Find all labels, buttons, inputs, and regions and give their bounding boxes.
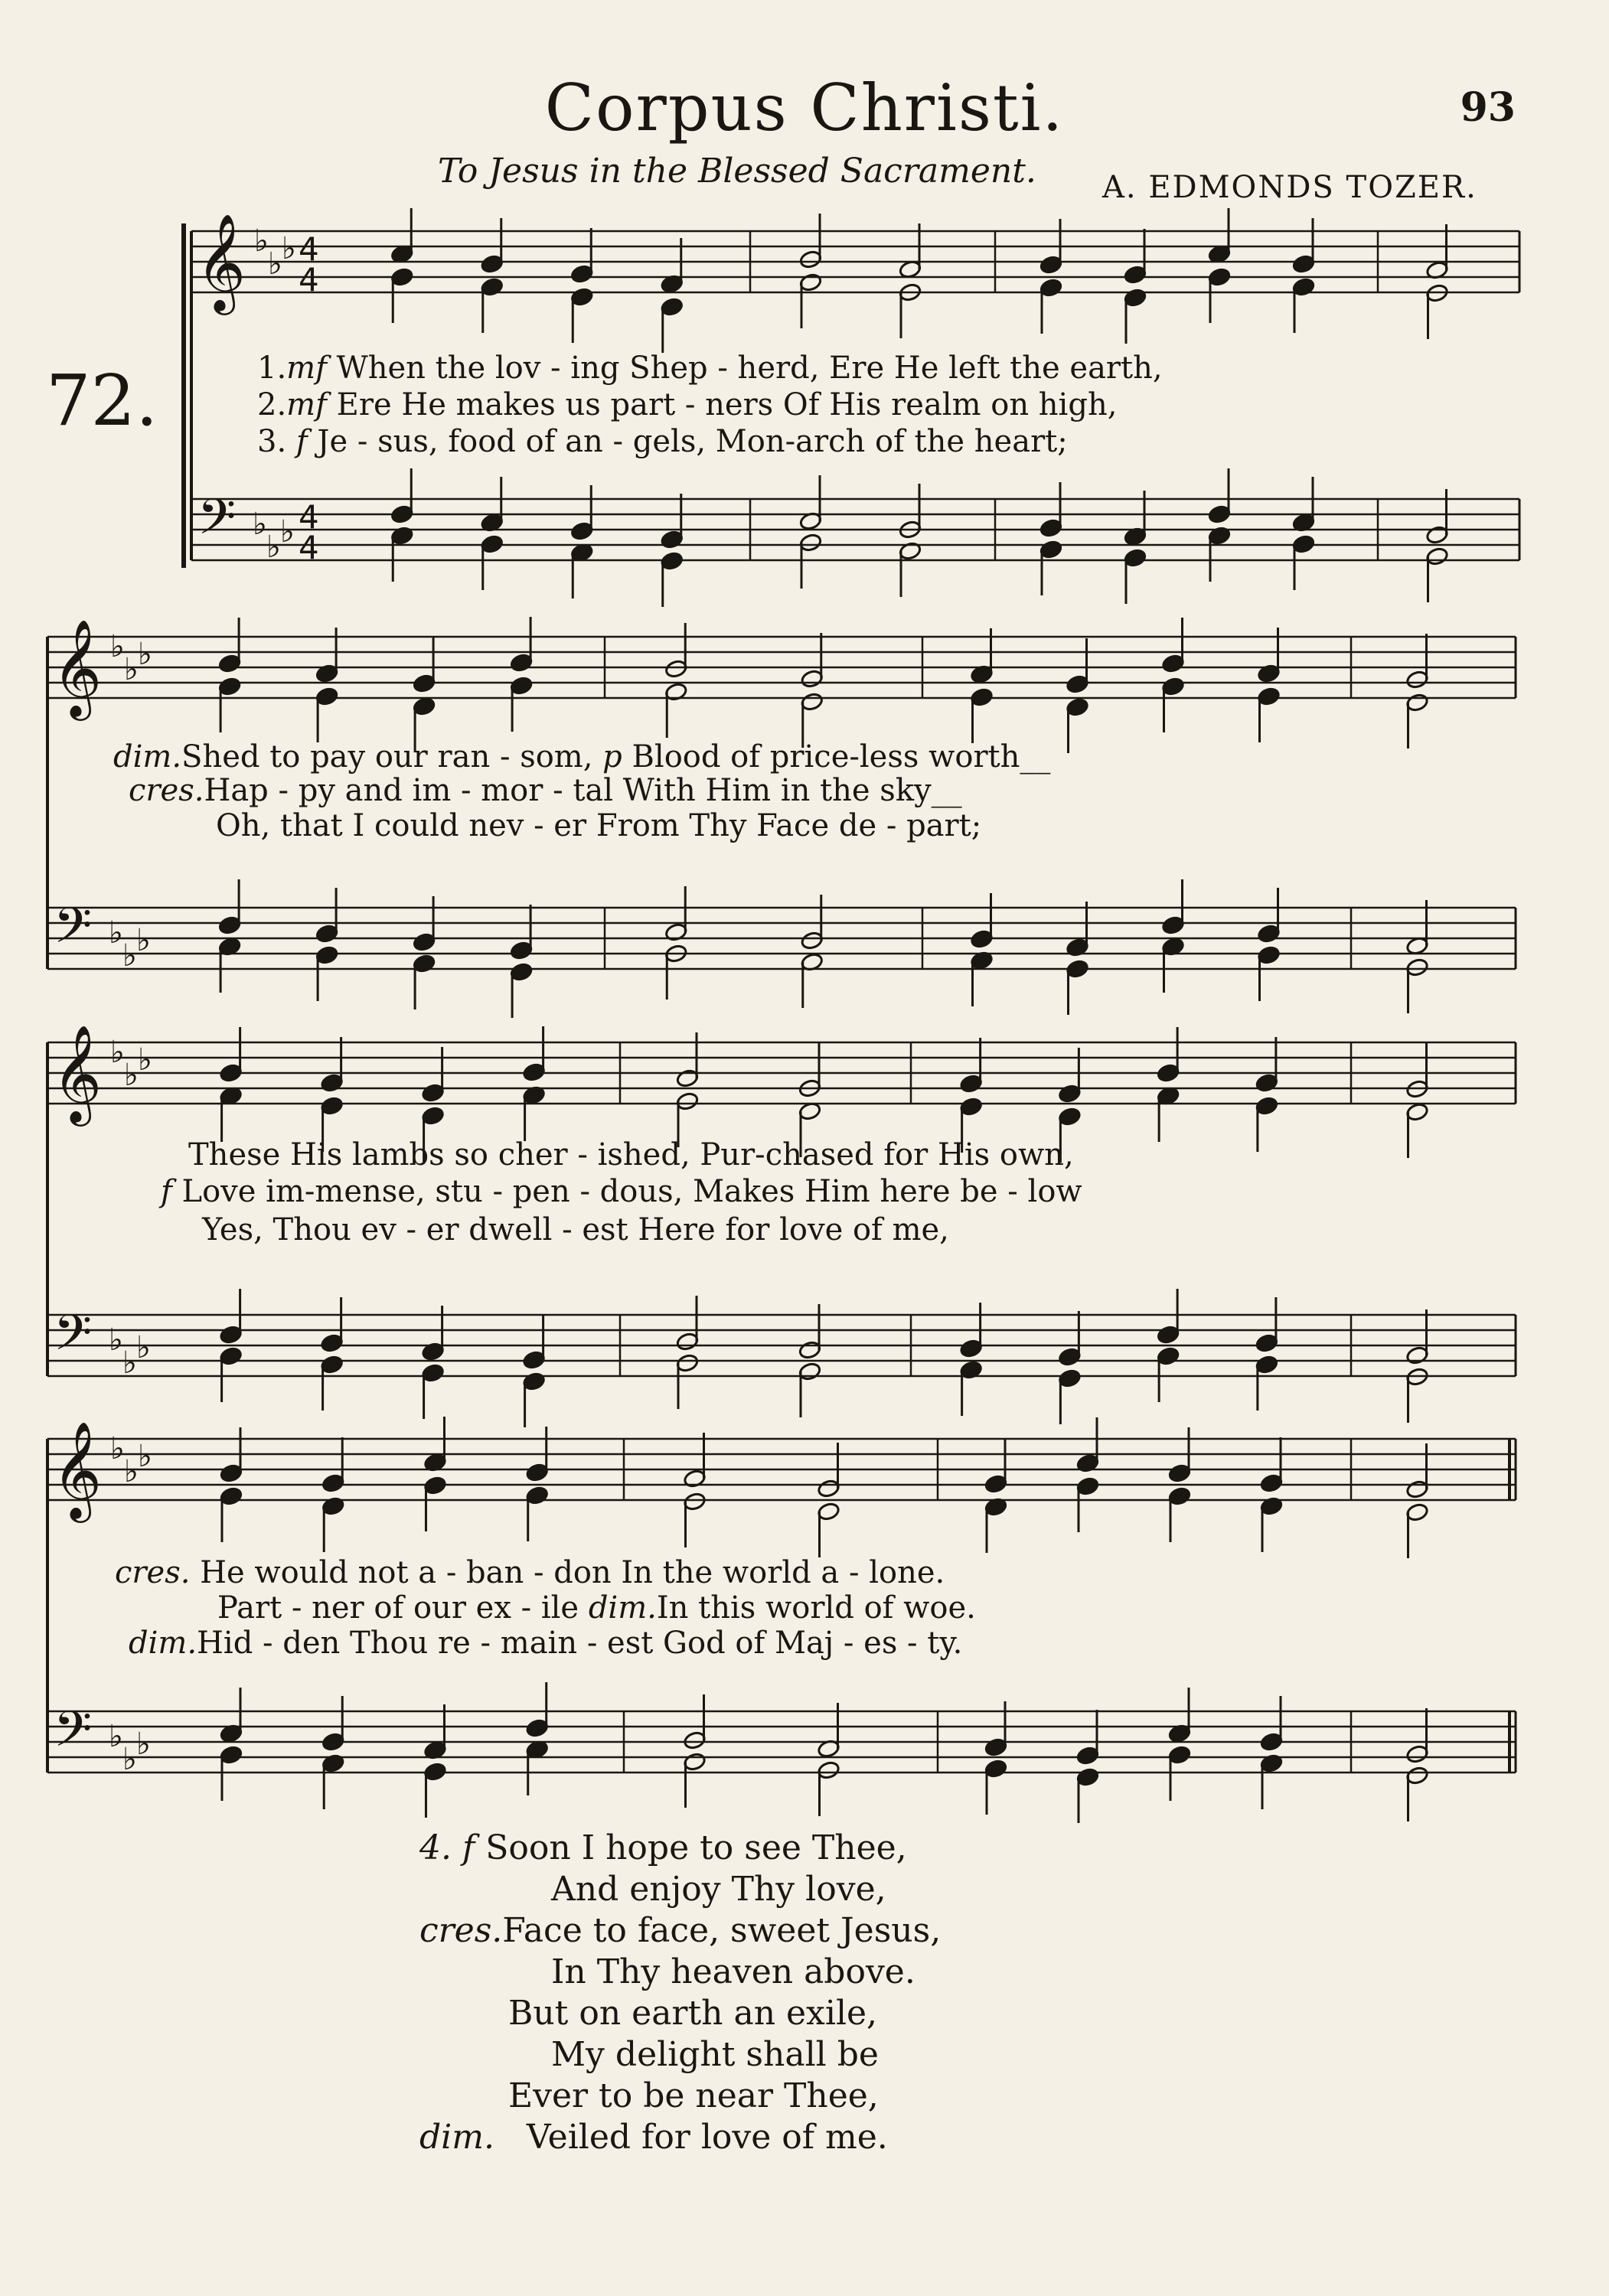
flat-sign: ♭ xyxy=(138,1042,152,1078)
flat-sign: ♭ xyxy=(109,915,123,951)
lyric-line: These His lambs so cher - ished, Pur-chased for His own, xyxy=(188,1137,1074,1172)
composer-name: A. EDMONDS TOZER. xyxy=(1102,170,1477,205)
time-signature: 4 xyxy=(299,529,319,566)
flat-sign: ♭ xyxy=(124,1454,139,1489)
stanza-line: My delight shall be xyxy=(551,2035,879,2074)
stanza-line: 4. f Soon I hope to see Thee, xyxy=(419,1828,907,1867)
lyric-line: 3. f Je - sus, food of an - gels, Mon-arch of the heart; xyxy=(257,424,1068,459)
flat-sign: ♭ xyxy=(109,1719,123,1754)
treble-clef: 𝄞 xyxy=(196,213,246,311)
stanza-line: Ever to be near Thee, xyxy=(508,2076,879,2115)
stanza-line: And enjoy Thy love, xyxy=(551,1870,886,1909)
lyric-line: cres. He would not a - ban - don In the world a - lone. xyxy=(115,1555,945,1590)
flat-sign: ♭ xyxy=(124,1058,139,1093)
flat-sign: ♭ xyxy=(122,1345,137,1381)
flat-sign: ♭ xyxy=(282,231,296,266)
hymn-title: Corpus Christi. xyxy=(544,70,1065,145)
flat-sign: ♭ xyxy=(138,637,152,672)
treble-clef: 𝄞 xyxy=(52,1420,103,1518)
lyric-line: Yes, Thou ev - er dwell - est Here for love of me, xyxy=(202,1212,949,1247)
treble-clef: 𝄞 xyxy=(52,1024,103,1122)
lyric-line: Oh, that I could nev - er From Thy Face de - part; xyxy=(216,808,982,843)
hymn-number: 72. xyxy=(46,360,158,442)
stanza-line: cres.Face to face, sweet Jesus, xyxy=(419,1911,942,1950)
flat-sign: ♭ xyxy=(110,1035,125,1070)
flat-sign: ♭ xyxy=(136,1330,151,1365)
flat-sign: ♭ xyxy=(136,1727,151,1762)
time-signature: 4 xyxy=(299,261,319,298)
lyric-line: cres.Hap - py and im - mor - tal With Him in the sky__ xyxy=(129,773,962,808)
flat-sign: ♭ xyxy=(266,530,281,565)
bass-clef: 𝄢 xyxy=(197,489,237,558)
stanza-line: dim. Veiled for love of me. xyxy=(419,2118,888,2157)
time-signature: 4 xyxy=(299,498,319,536)
stanza-4 xyxy=(419,1828,941,2158)
lyric-line: dim.Hid - den Thou re - main - est God of Maj - es - ty. xyxy=(129,1626,963,1661)
flat-sign: ♭ xyxy=(122,1742,137,1777)
flat-sign: ♭ xyxy=(138,1439,152,1474)
lyric-line: f Love im-mense, stu - pen - dous, Makes Him here be - low xyxy=(161,1174,1082,1209)
bass-clef: 𝄢 xyxy=(54,898,93,967)
lyric-line: Part - ner of our ex - ile dim.In this world of woe. xyxy=(217,1590,976,1626)
lyric-line: 2.mf Ere He makes us part - ners Of His realm on high, xyxy=(257,387,1118,422)
lyric-line: 1.mf When the lov - ing Shep - herd, Ere He left the earth, xyxy=(257,351,1163,386)
flat-sign: ♭ xyxy=(110,629,125,664)
flat-sign: ♭ xyxy=(122,938,137,974)
flat-sign: ♭ xyxy=(124,652,139,687)
flat-sign: ♭ xyxy=(110,1431,125,1466)
stanza-line: In Thy heaven above. xyxy=(551,1952,915,1991)
flat-sign: ♭ xyxy=(268,246,282,282)
time-signature: 4 xyxy=(299,230,319,268)
flat-sign: ♭ xyxy=(109,1322,123,1358)
page-number: 93 xyxy=(1460,84,1516,131)
flat-sign: ♭ xyxy=(254,223,269,259)
bass-clef: 𝄢 xyxy=(54,1701,93,1770)
hymn-subtitle: To Jesus in the Blessed Sacrament. xyxy=(438,152,1036,191)
flat-sign: ♭ xyxy=(136,923,151,958)
stanza-line: But on earth an exile, xyxy=(508,1994,878,2033)
lyric-line: dim.Shed to pay our ran - som, p Blood of price-less worth__ xyxy=(113,739,1051,775)
treble-clef: 𝄞 xyxy=(52,618,103,716)
flat-sign: ♭ xyxy=(253,507,267,542)
flat-sign: ♭ xyxy=(280,514,295,550)
bass-clef: 𝄢 xyxy=(54,1305,93,1374)
